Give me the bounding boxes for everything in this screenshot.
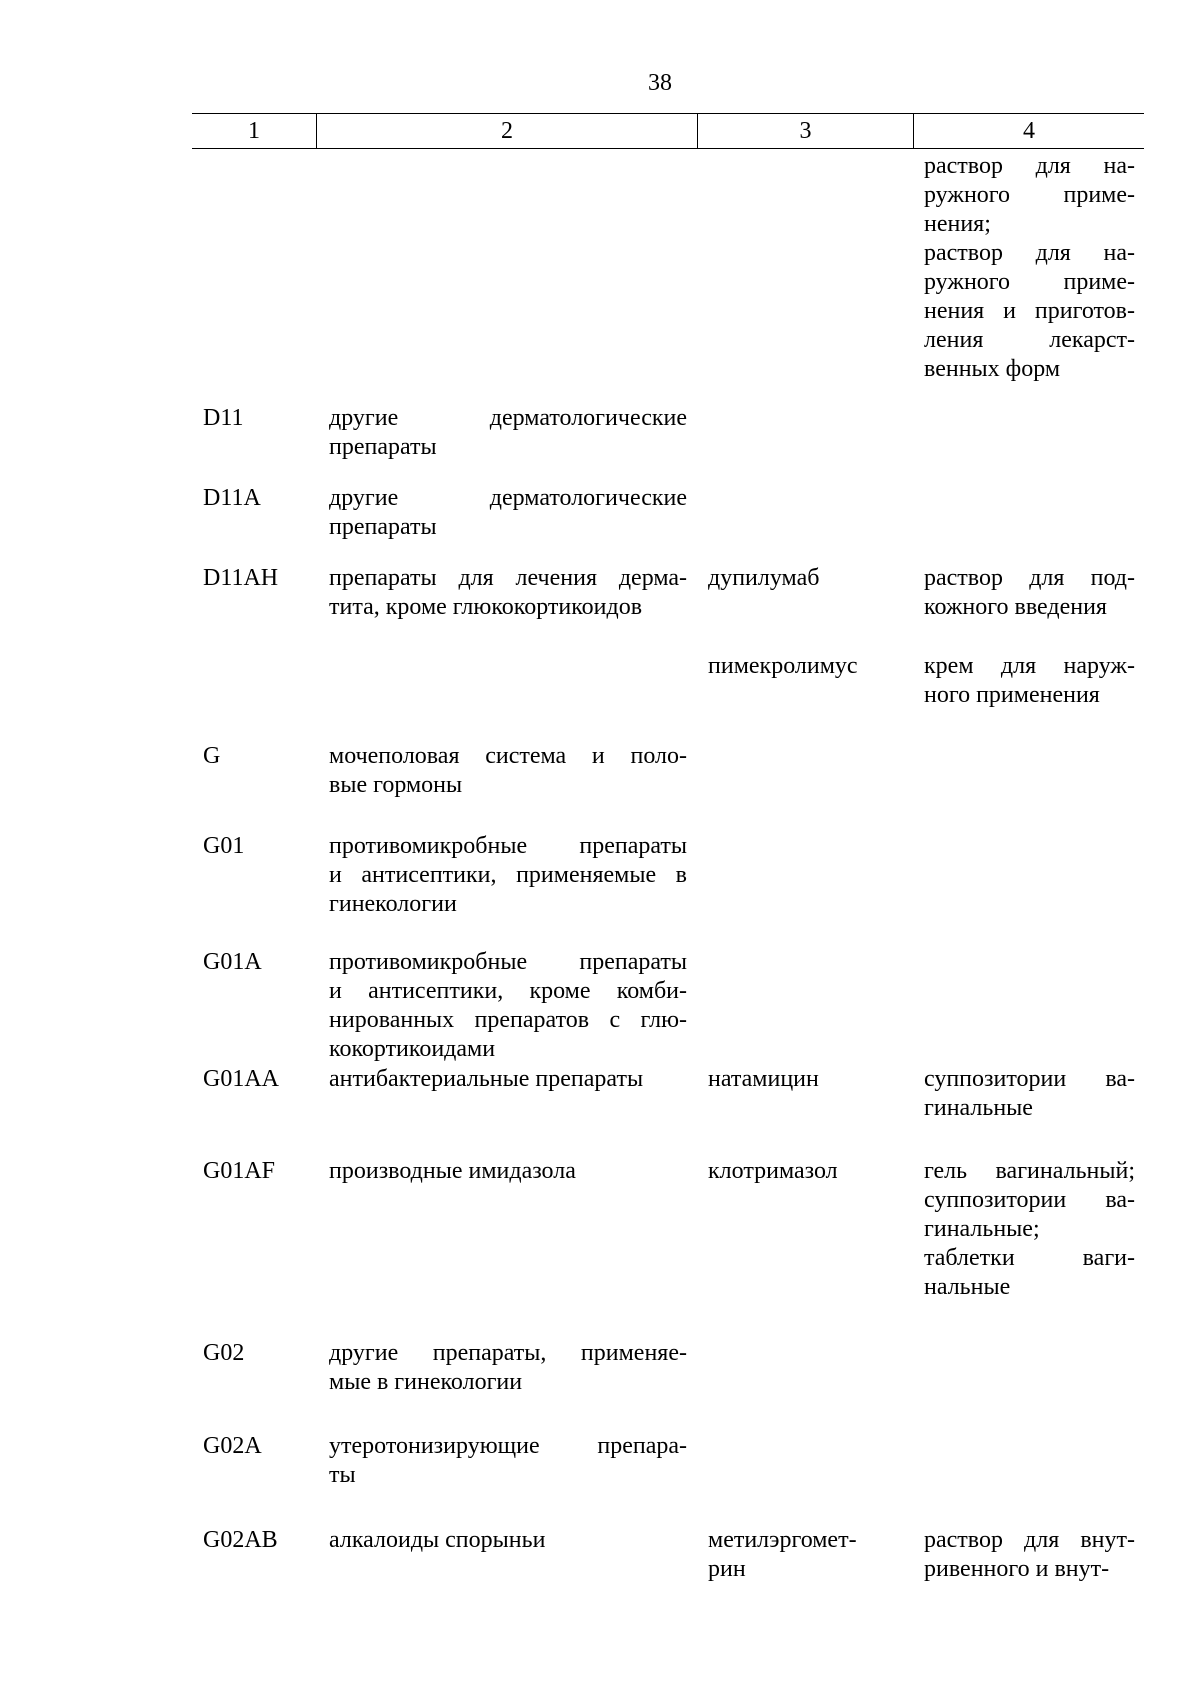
atc-group-name bbox=[329, 1526, 687, 1555]
dosage-forms-line: ривенного и внут- bbox=[924, 1556, 1110, 1582]
dosage-forms-line: венных форм bbox=[924, 356, 1061, 382]
atc-group-name-line: препараты bbox=[329, 434, 437, 460]
atc-group-name-line: мочеполовая система и поло- bbox=[329, 743, 687, 769]
atc-group-name bbox=[329, 742, 687, 800]
atc-group-name-line: алкалоиды спорыньи bbox=[329, 1527, 546, 1553]
dosage-forms bbox=[924, 152, 1135, 384]
atc-group-name bbox=[329, 1157, 687, 1186]
atc-group-name-line: и антисептики, применяемые в bbox=[329, 862, 687, 888]
dosage-forms bbox=[924, 652, 1135, 710]
dosage-forms-line: крем для наруж- bbox=[924, 653, 1135, 679]
dosage-forms-line: раствор для на- bbox=[924, 240, 1135, 266]
page-number: 38 bbox=[648, 70, 672, 96]
drug-name-line: натамицин bbox=[708, 1066, 819, 1092]
dosage-forms-line: ружного приме- bbox=[924, 182, 1135, 208]
atc-group-name-line: утеротонизирующие препара- bbox=[329, 1433, 687, 1459]
dosage-forms-line: раствор для под- bbox=[924, 565, 1135, 591]
atc-group-name-line: и антисептики, кроме комби- bbox=[329, 978, 687, 1004]
dosage-forms-line: таблетки ваги- bbox=[924, 1245, 1135, 1271]
header-col-1: 1 bbox=[192, 114, 317, 148]
atc-code: D11AH bbox=[203, 565, 279, 591]
atc-code: D11 bbox=[203, 405, 244, 431]
drug-name bbox=[708, 652, 913, 681]
atc-group-name-line: препараты bbox=[329, 514, 437, 540]
atc-code: G01A bbox=[203, 949, 262, 975]
dosage-forms-line: ного применения bbox=[924, 682, 1100, 708]
atc-code: D11A bbox=[203, 485, 261, 511]
atc-group-name-line: кокортикоидами bbox=[329, 1036, 496, 1062]
header-col-3: 3 bbox=[698, 114, 914, 148]
header-col-4: 4 bbox=[1023, 118, 1035, 144]
drug-name-line: клотримазол bbox=[708, 1158, 838, 1184]
atc-group-name bbox=[329, 832, 687, 919]
dosage-forms-line: нения; bbox=[924, 211, 991, 237]
drug-name bbox=[708, 1526, 913, 1584]
dosage-forms-line: суппозитории ва- bbox=[924, 1187, 1135, 1213]
dosage-forms-line: раствор для на- bbox=[924, 153, 1135, 179]
atc-group-name-line: тита, кроме глюкокортикоидов bbox=[329, 594, 643, 620]
atc-group-name-line: противомикробные препараты bbox=[329, 949, 687, 975]
atc-group-name-line: антибактериальные препараты bbox=[329, 1066, 644, 1092]
dosage-forms-line: гинальные bbox=[924, 1095, 1033, 1121]
atc-group-name-line: другие препараты, применяе- bbox=[329, 1340, 687, 1366]
atc-group-name bbox=[329, 948, 687, 1064]
atc-group-name bbox=[329, 1065, 687, 1094]
atc-group-name-line: препараты для лечения дерма- bbox=[329, 565, 687, 591]
atc-group-name bbox=[329, 1432, 687, 1490]
drug-name-line: пимекролимус bbox=[708, 653, 858, 679]
atc-group-name bbox=[329, 564, 687, 622]
atc-group-name-line: другие дерматологические bbox=[329, 405, 687, 431]
dosage-forms-line: гинальные; bbox=[924, 1216, 1040, 1242]
dosage-forms-line: ружного приме- bbox=[924, 269, 1135, 295]
dosage-forms bbox=[924, 1526, 1135, 1584]
atc-code: G02A bbox=[203, 1433, 262, 1459]
drug-name bbox=[708, 564, 913, 593]
dosage-forms-line: раствор для внут- bbox=[924, 1527, 1135, 1553]
drug-name-line: метилэргомет- bbox=[708, 1527, 857, 1553]
atc-group-name-line: противомикробные препараты bbox=[329, 833, 687, 859]
drug-name bbox=[708, 1157, 913, 1186]
dosage-forms-line: ления лекарст- bbox=[924, 327, 1135, 353]
drug-name-line: рин bbox=[708, 1556, 746, 1582]
dosage-forms bbox=[924, 1065, 1135, 1123]
atc-code: G01AA bbox=[203, 1066, 279, 1092]
atc-group-name-line: гинекологии bbox=[329, 891, 457, 917]
atc-code: G02 bbox=[203, 1340, 245, 1366]
atc-group-name-line: вые гормоны bbox=[329, 772, 463, 798]
drug-name bbox=[708, 1065, 913, 1094]
atc-code: G02AB bbox=[203, 1527, 278, 1553]
atc-code: G01 bbox=[203, 833, 245, 859]
atc-group-name-line: производные имидазола bbox=[329, 1158, 576, 1184]
atc-code: G01AF bbox=[203, 1158, 276, 1184]
dosage-forms-line: нения и приготов- bbox=[924, 298, 1135, 324]
dosage-forms-line: нальные bbox=[924, 1274, 1011, 1300]
drug-name-line: дупилумаб bbox=[708, 565, 820, 591]
table-header bbox=[192, 113, 1144, 149]
atc-group-name bbox=[329, 484, 687, 542]
atc-group-name-line: мые в гинекологии bbox=[329, 1369, 523, 1395]
dosage-forms bbox=[924, 1157, 1135, 1302]
atc-group-name-line: нированных препаратов с глю- bbox=[329, 1007, 687, 1033]
dosage-forms-line: кожного введения bbox=[924, 594, 1107, 620]
header-col-2: 2 bbox=[317, 114, 698, 148]
dosage-forms-line: суппозитории ва- bbox=[924, 1066, 1135, 1092]
atc-group-name bbox=[329, 404, 687, 462]
dosage-forms-line: гель вагинальный; bbox=[924, 1158, 1135, 1184]
atc-group-name-line: ты bbox=[329, 1462, 356, 1488]
atc-code: G bbox=[203, 743, 221, 769]
atc-group-name-line: другие дерматологические bbox=[329, 485, 687, 511]
dosage-forms bbox=[924, 564, 1135, 622]
atc-group-name bbox=[329, 1339, 687, 1397]
